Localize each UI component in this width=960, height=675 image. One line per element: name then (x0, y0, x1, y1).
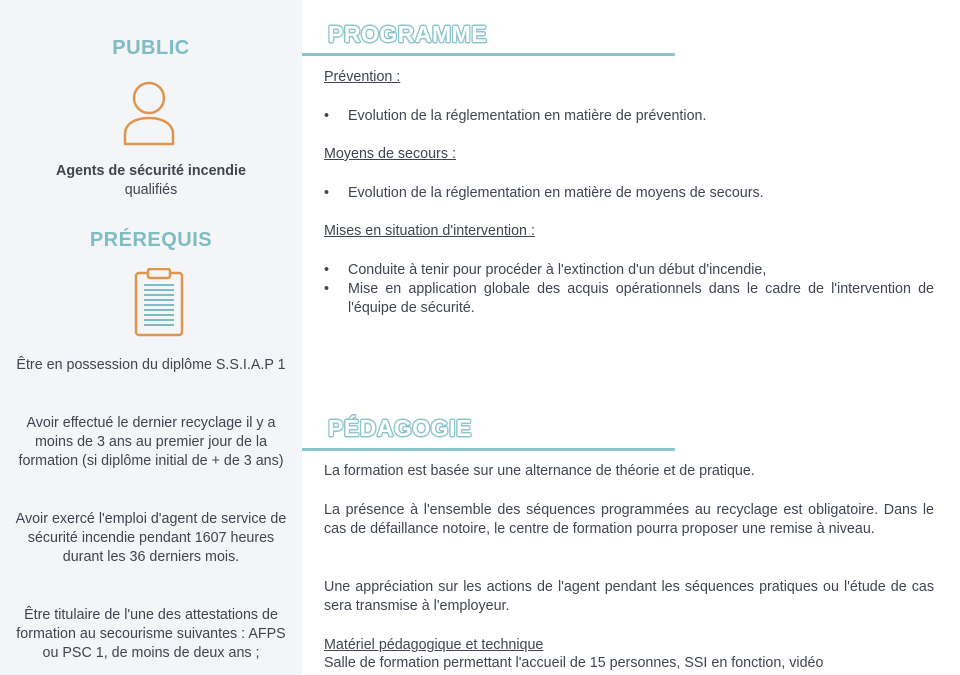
pedagogie-rule (302, 448, 675, 451)
list-item: • Evolution de la réglementation en matière de prévention. (324, 107, 934, 126)
sidebar (0, 0, 302, 675)
pedagogie-paragraph: La présence à l'ensemble des séquences programmées au recyclage est obligatoire. Dans le cas de défaillance notoire, le centre de formation pourra proposer une remise à niveau. (324, 502, 934, 538)
list-item: • Mise en application globale des acquis opérationnels dans le cadre de l'intervention de l'équipe de sécurité. (324, 281, 934, 317)
public-heading: PUBLIC (112, 37, 190, 59)
clipboard-icon (133, 268, 185, 338)
list-item: • Conduite à tenir pour procéder à l'extinction d'un début d'incendie, (324, 261, 934, 280)
person-icon (121, 80, 177, 148)
materiel-text: Salle de formation permettant l'accueil de 15 personnes, SSI en fonction, vidéo (324, 655, 824, 671)
bullet-icon: • (324, 281, 330, 297)
prereq-heading: PRÉREQUIS (89, 229, 213, 251)
prereq-paragraph: Avoir effectué le dernier recyclage il y a moins de 3 ans au premier jour de la formation (si diplôme initial de + de 3 ans) (18, 415, 284, 470)
pedagogie-paragraph: La formation est basée sur une alternance de théorie et de pratique. (324, 463, 755, 479)
bullet-icon: • (324, 108, 330, 124)
public-text-light: qualifiés (124, 182, 178, 199)
public-text (14, 162, 288, 200)
prereq-paragraph: Avoir exercé l'emploi d'agent de service de sécurité incendie pendant 1607 heures durant les 36 derniers mois. (15, 511, 287, 566)
prereq-paragraph: Être titulaire de l'une des attestations de formation au secourisme suivantes : AFPS ou PSC 1, de moins de deux ans ; (16, 607, 286, 662)
bullet-icon: • (324, 185, 330, 201)
programme-subheading: Mises en situation d'intervention : (324, 223, 535, 239)
materiel-heading: Matériel pédagogique et technique (324, 637, 544, 653)
programme-heading: PROGRAMME (328, 21, 488, 47)
public-text-bold: Agents de sécurité incendie (56, 163, 246, 179)
prereq-paragraph: Être en possession du diplôme S.S.I.A.P 1 (16, 357, 286, 373)
programme-subheading: Prévention : (324, 69, 401, 85)
pedagogie-heading: PÉDAGOGIE (328, 415, 472, 441)
bullet-icon: • (324, 262, 330, 278)
programme-rule (302, 53, 675, 56)
main-content (302, 0, 960, 675)
programme-subheading: Moyens de secours : (324, 146, 456, 162)
pedagogie-paragraph: Une appréciation sur les actions de l'agent pendant les séquences pratiques ou l'étude de cas sera transmise à l'employeur. (324, 579, 934, 615)
list-item: • Evolution de la réglementation en matière de moyens de secours. (324, 184, 934, 203)
